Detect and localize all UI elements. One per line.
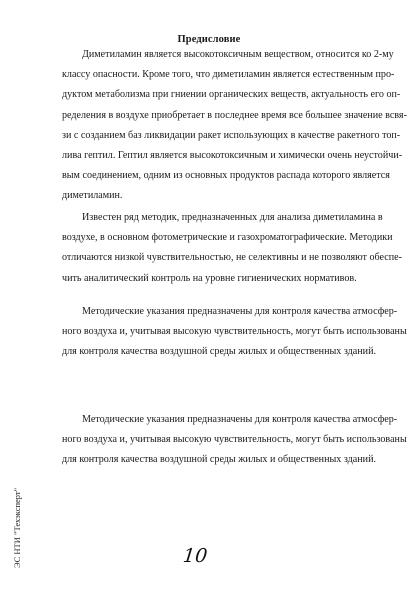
paragraph-line: воздухе, в основном фотометрические и газохроматографические. Методики — [62, 232, 393, 244]
paragraph-line: чить аналитический контроль на уровне гигиенических нормативов. — [62, 272, 357, 284]
paragraph-line: Известен ряд методик, предназначенных для анализа диметиламина в — [82, 212, 383, 223]
paragraph-line: классу опасности. Кроме того, что диметиламин является естественным про- — [62, 69, 395, 81]
paragraph-line: Методические указания предназначены для контроля качества атмосфер- — [82, 414, 398, 425]
paragraph-1 — [62, 45, 407, 207]
paragraph-line: Диметиламин является высокотоксичным веществом, относится ко 2-му — [82, 49, 394, 60]
page-number: 10 — [181, 545, 209, 567]
paragraph-line: для контроля качества воздушной среды жилых и общественных зданий. — [62, 454, 376, 466]
paragraph-line: отличаются низкой чувствительностью, не селективны и не позволяют обеспе- — [62, 252, 402, 264]
side-stamp: ЭС НТИ "Техэксперт" — [12, 487, 22, 568]
paragraph-line: дуктом метаболизма при гниении органических веществ, актуальность его оп- — [62, 89, 401, 101]
paragraph-line: вым соединением, одним из основных продуктов распада которого является — [62, 170, 390, 182]
paragraph-line: лива гептил. Гептил является высокотоксичным и химически очень неустойчи- — [62, 149, 403, 161]
page-title: Предисловие — [177, 34, 241, 45]
paragraph-line: ного воздуха и, учитывая высокую чувствительность, могут быть использованы — [62, 434, 407, 446]
paragraph-3 — [62, 302, 407, 363]
paragraph-line: ределения в воздухе приобретает в последнее время все большее значение всвя- — [62, 109, 407, 121]
paragraph-line: для контроля качества воздушной среды жилых и общественных зданий. — [62, 346, 376, 358]
paragraph-line: диметиламин. — [62, 190, 123, 202]
paragraph-line: ного воздуха и, учитывая высокую чувствительность, могут быть использованы — [62, 326, 407, 338]
paragraph-2 — [62, 208, 402, 289]
paragraph-4 — [62, 410, 407, 471]
paragraph-line: зи с созданием баз ликвидации ракет использующих в качестве ракетного топ- — [62, 129, 401, 141]
paragraph-line: Методические указания предназначены для контроля качества атмосфер- — [82, 306, 398, 317]
